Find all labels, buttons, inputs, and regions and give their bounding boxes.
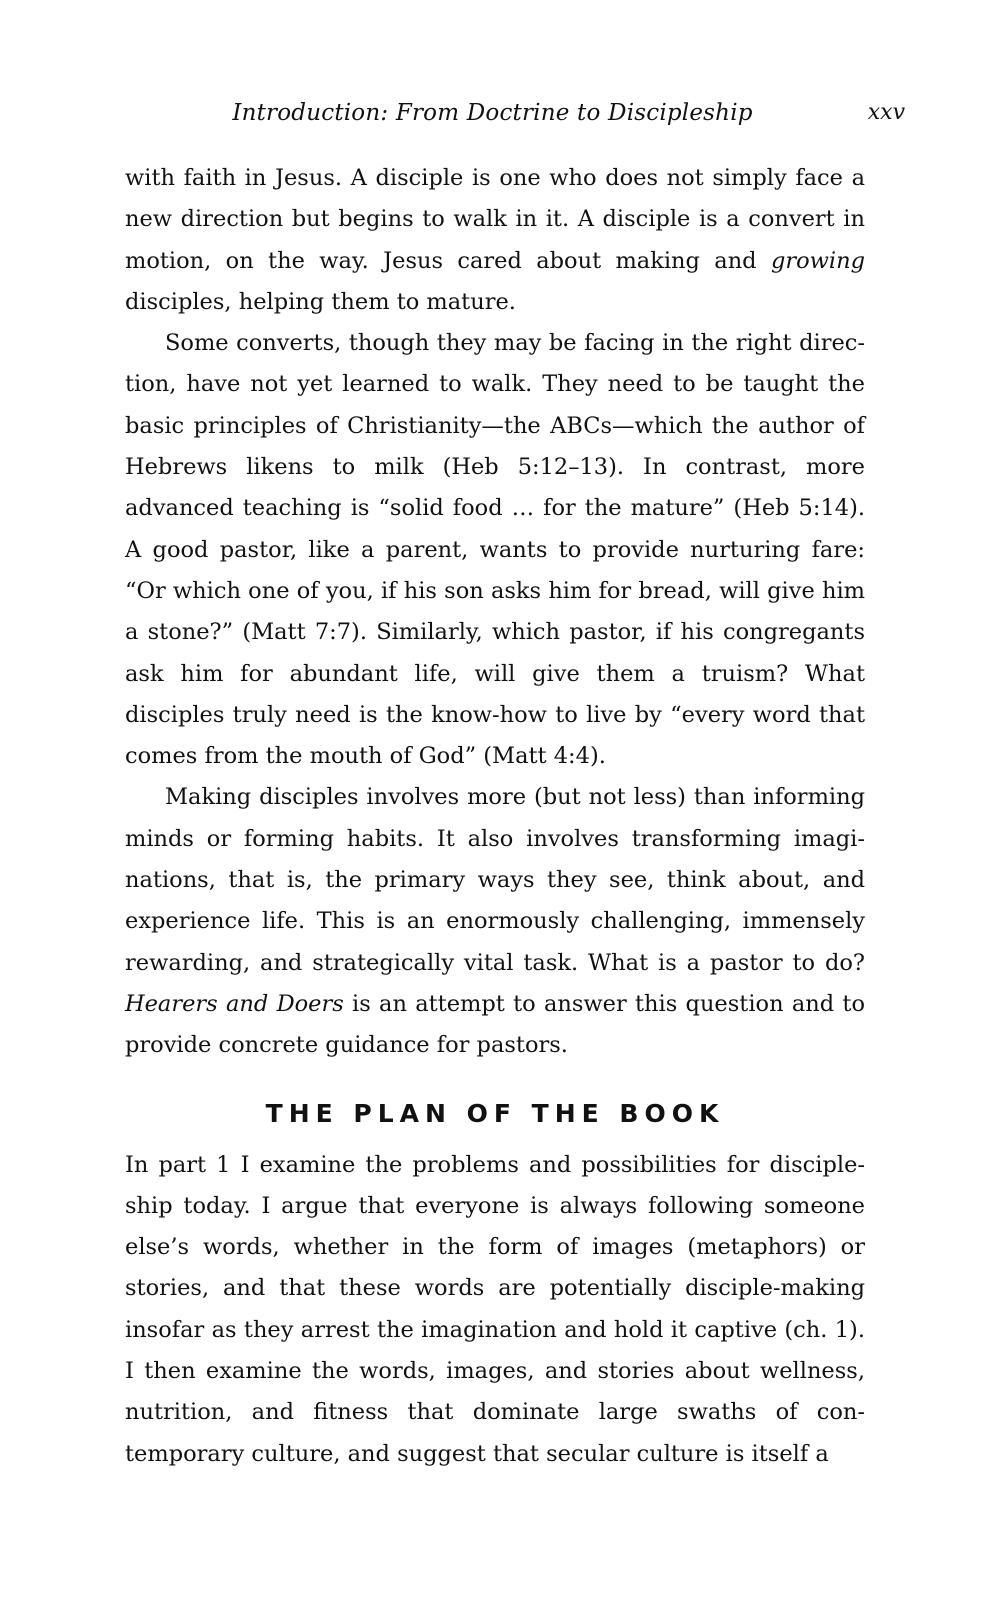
section-heading: THE PLAN OF THE BOOK [265,1098,725,1128]
page-number: xxv [867,100,905,125]
italic-text-span: growing [770,247,865,274]
text-span: is an attempt to answer this question and to provide concrete guidance for pastors. [125,990,865,1059]
text-span: disciples, helping them to mature. [125,288,516,315]
text-span: Some converts, though they may be facing in the right direction, have not yet learned to walk. They need to be taught the basic principles of Christianity—the ABCs—which the author of Hebrews likens to milk (Heb 5:12–13). In contrast, more advanced teaching is “solid food … for the mature” (Heb 5:14). A good pastor, like a parent, wants to provide nurturing fare: “Or which one of you, if his son asks him for bread, will give him a stone?” (Matt 7:7). Similarly, which pastor, if his congregants ask him for abundant life, will give them a truism? What disciples truly need is the know-how to live by “every word that comes from the mouth of God” (Matt 4:4). [125,330,865,770]
running-head-title: Introduction: From Doctrine to Discipleship [232,100,753,126]
running-head [125,100,905,134]
book-title-italic: Hearers and Doers [125,990,344,1017]
text-span: with faith in Jesus. A disciple is one who does not simply face a new direction but begins to walk in it. A disciple is a convert in motion, on the way. Jesus cared about making and [125,165,865,274]
paragraph [125,777,865,1066]
paragraph [125,323,865,777]
paragraph-continued [125,158,865,323]
body-text [125,158,865,1475]
section-paragraph: In part 1 I examine the problems and possibilities for discipleship today. I argue that everyone is always following someone else’s words, whether in the form of images (metaphors) or stories, and that these words are potentially disciple-making insofar as they arrest the imagination and hold it captive (ch. 1). I then examine the words, images, and stories about wellness, nutrition, and fitness that dominate large swaths of contemporary culture, and suggest that secular culture is itself a [125,1151,865,1467]
text-span: Making disciples involves more (but not less) than informing minds or forming habits. It also involves transforming imaginations, that is, the primary ways they see, think about, and experience life. This is an enormously challenging, immensely rewarding, and strategically vital task. What is a pastor to do? [125,784,865,976]
